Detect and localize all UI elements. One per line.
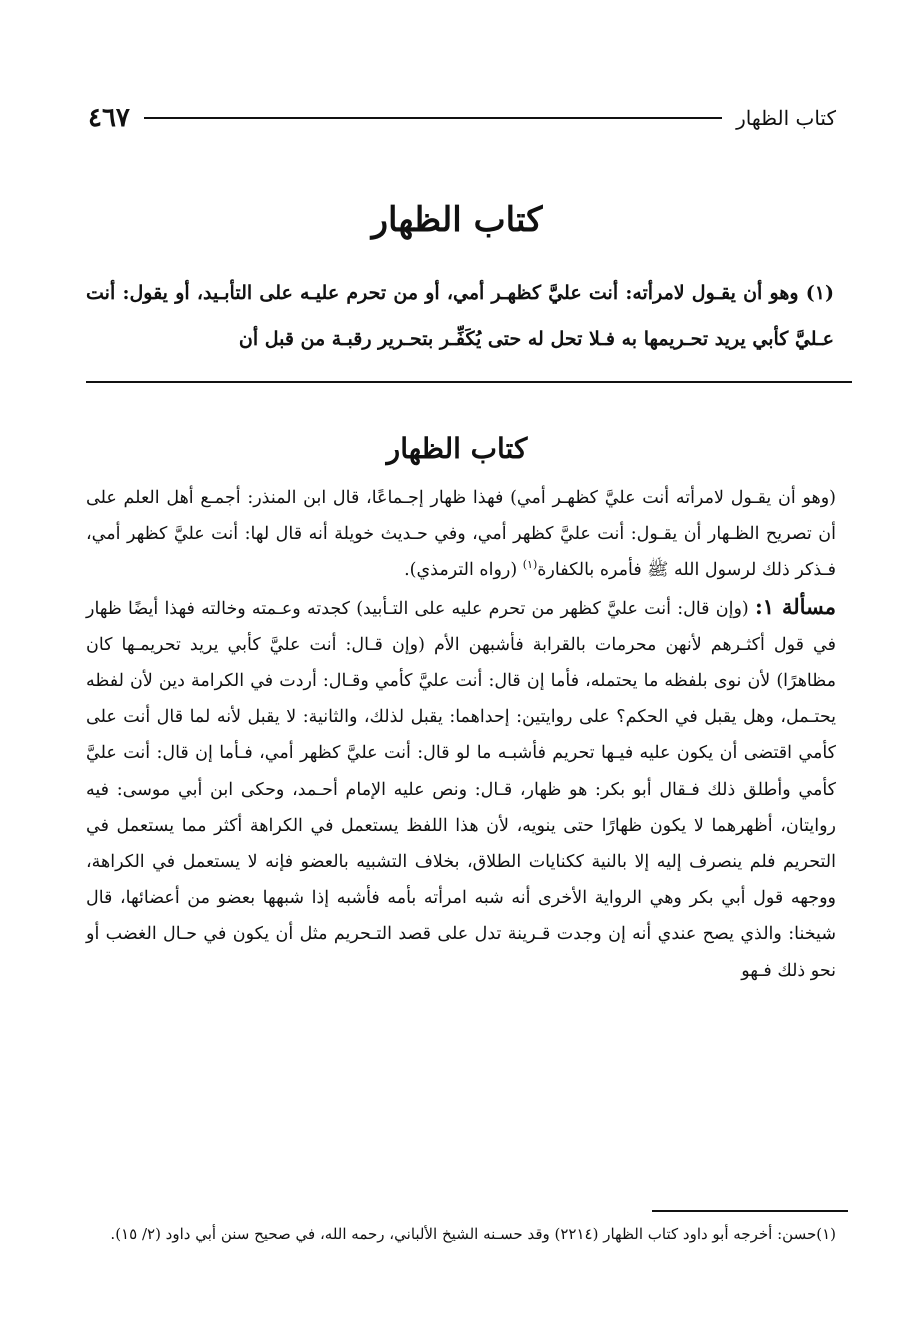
footnote-1: (١)حسن: أخرجه أبو داود كتاب الظهار (٢٢١٤) وقد حسـنه الشيخ الألباني، رحمه الله، في صحيح سنن أبي داود (٢/ ١٥).: [110, 1225, 836, 1243]
header-rule: [144, 117, 722, 119]
page-header: [88, 100, 836, 136]
running-title: كتاب الظهار: [736, 106, 836, 130]
issue-1-paragraph: [86, 589, 836, 989]
footnote-rule: [652, 1210, 848, 1212]
footnotes: [86, 1220, 836, 1249]
commentary-title: كتاب الظهار: [386, 432, 528, 465]
commentary-body: [86, 480, 836, 989]
footnote-reference: (١): [522, 558, 538, 572]
chapter-title: كتاب الظهار: [371, 200, 543, 240]
paragraph-1-text: (وهو أن يقـول لامرأته أنت عليَّ كظهـر أمي) فهذا ظهار إجـماعًا، قال ابن المنذر: أجمـع أهل العلم على أن تصريح الظـهار أن يقـول: أنت عليَّ كظهر أمي، وفي حـديث خويلة أنه قال لها: أنت عليَّ كظهر أمي، فـذكر ذلك لرسول الله ﷺ فأمره بالكفارة: [86, 488, 836, 581]
commentary-paragraph-1: [86, 480, 836, 589]
page-number: ٤٦٧: [88, 103, 130, 133]
issue-1-text: (وإن قال: أنت عليَّ كظهر من تحرم عليه على التـأبيد) كجدته وعـمته وخالته فهذا أيضًا ظهار في قول أكثـرهم لأنهن محرمات بالقرابة فأشبهن الأم (وإن قـال: أنت عليَّ كأبي يريد تحريمـها كان مظاهرًا) لأن نوى بلفظه ما يحتمله، فأما إن قال: أنت عليَّ كأمي وقـال: أردت في الكرامة دين لأن لفظه يحتـمل، وهل يقبل في الحكم؟ على روايتين: إحداهما: يقبل لذلك، والثانية: لا يقبل لأنه لما قال أنت على كأمي اقتضى أن يكون عليه فيـها تحريم فأشبـه ما لو قال: أنت عليَّ كظهر أمي، فـأما إن قال: أنت عليَّ كأمي وأطلق ذلك فـقال أبو بكر: هو ظهار، قـال: ونص عليه الإمام أحـمد، وحكى ابن أبي موسى: فيه روايتان، أظهرهما لا يكون ظهارًا حتى ينويه، لأن هذا اللفظ يستعمل في الكراهة أكثر مما يستعمل في التحريم فلم ينصرف إليه إلا بالنية ككنايات الطلاق، بخلاف التشبيه بالعضو فإنه لا يستعمل في الكراهة، ووجهه قول أبي بكر وهي الرواية الأخرى أنه شبه امرأته بأمه فأشبه إذا شبهها بعضو من أعضائها، قال شيخنا: والذي يصح عندي أنه إن وجدت قـرينة تدل على قصد التـحريم مثل أن يكون في حـال الغضب أو نحو ذلك فـهو: [86, 598, 836, 981]
matn-separator: [86, 381, 852, 383]
issue-1-label: مسألة ١:: [754, 593, 836, 619]
paragraph-1-tail: (رواه الترمذي).: [404, 560, 523, 581]
matn-text: [86, 270, 834, 362]
matn-paragraph: (١) وهو أن يقـول لامرأته: أنت عليَّ كظهـر أمي، أو من تحرم عليـه على التأبـيد، أو يقول: أنت عـليَّ كأبي يريد تحـريمها به فـلا تحل له حتى يُكَفِّـر بتحـرير رقبـة من قبل أن: [86, 282, 834, 350]
